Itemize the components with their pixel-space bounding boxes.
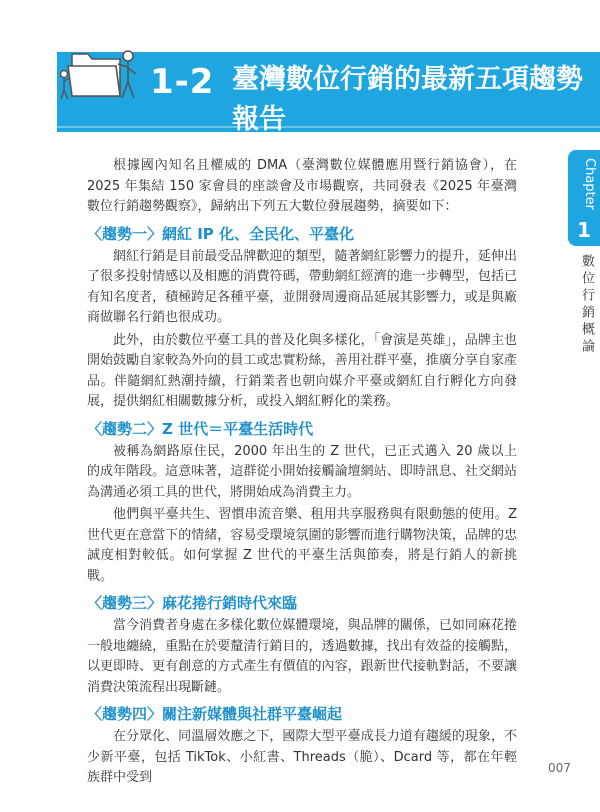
trend-paragraph: 被稱為網路原住民，2000 年出生的 Z 世代，已正式邁入 20 歲以上的成年階段。這意味著，這群從小開始接觸論壇網站、即時訊息、社交網站為溝通必須工具的世代，將開始成為消費主力。 <box>87 443 517 500</box>
intro-paragraph: 根據國內知名且權威的 DMA（臺灣數位媒體應用暨行銷協會），在 2025 年集結 150 家會員的座談會及市場觀察，共同發表《2025 年臺灣數位行銷趨勢觀察》，歸納出下列五大數位發展趨勢，摘要如下： <box>87 158 517 214</box>
trend-paragraph: 他們與平臺共生、習慣串流音樂、租用共享服務與有限動態的使用。Z 世代更在意當下的情緒，容易受環境氛圍的影響而進行購物決策，品牌的忠誠度相對較低。如何掌握 Z 世代的平臺生活與節奏，將是行銷人的新挑戰。 <box>87 507 517 584</box>
trend-paragraph: 此外，由於數位平臺工具的普及化與多樣化，「會演是英雄」，品牌主也開始鼓勵自家較為外向的員工或忠實粉絲，善用社群平臺，推廣分享自家產品。伴隨網紅熱潮持續，行銷業者也朝向媒介平臺或網紅自行孵化方向發展，提供網紅相關數據分析，或投入網紅孵化的業務。 <box>87 332 517 409</box>
trend-heading: 〈趨勢四〉關注新媒體與社群平臺崛起 <box>87 705 343 723</box>
trend-paragraph: 在分眾化、同溫層效應之下，國際大型平臺成長力道有趨緩的現象，不少新平臺，包括 TikTok、小紅書、Threads（脆）、Dcard 等，都在年輕族群中受到 <box>87 729 517 785</box>
trend-paragraph: 網紅行銷是目前最受品牌歡迎的類型，隨著網紅影響力的提升，延伸出了很多投射情感以及相應的消費符碼，帶動網紅經濟的進一步轉型，包括已有知名度者，積極跨足各種平臺，並開發周邊商品延展其影響力，或是與廠商做聯名行銷也很成功。 <box>87 248 517 325</box>
chapter-label: Chapter <box>582 158 597 210</box>
section-number: 1-2 <box>150 62 215 102</box>
chapter-number: 1 <box>577 218 591 242</box>
chapter-side-tab <box>568 150 600 246</box>
trend-heading: 〈趨勢一〉網紅 IP 化、全民化、平臺化 <box>87 224 355 243</box>
trend-paragraph: 當今消費者身處在多樣化數位媒體環境，與品牌的關係，已如同麻花捲一般地纏繞，重點在於要釐清行銷目的，透過數據，找出有效益的接觸點，以更即時、更有創意的方式產生有價值的內容，跟新世代接軌對話，不要讓消費決策流程出現斷鏈。 <box>87 618 517 695</box>
section-title: 臺灣數位行銷的最新五項趨勢報告 <box>232 64 583 135</box>
trend-heading: 〈趨勢三〉麻花捲行銷時代來臨 <box>87 594 298 612</box>
chapter-caption: 數位行銷概論 <box>579 254 594 356</box>
trend-heading: 〈趨勢二〉Z 世代＝平臺生活時代 <box>87 419 314 438</box>
page-number: 007 <box>548 761 571 775</box>
folder-character-icon <box>58 44 138 104</box>
page-body <box>87 156 517 791</box>
